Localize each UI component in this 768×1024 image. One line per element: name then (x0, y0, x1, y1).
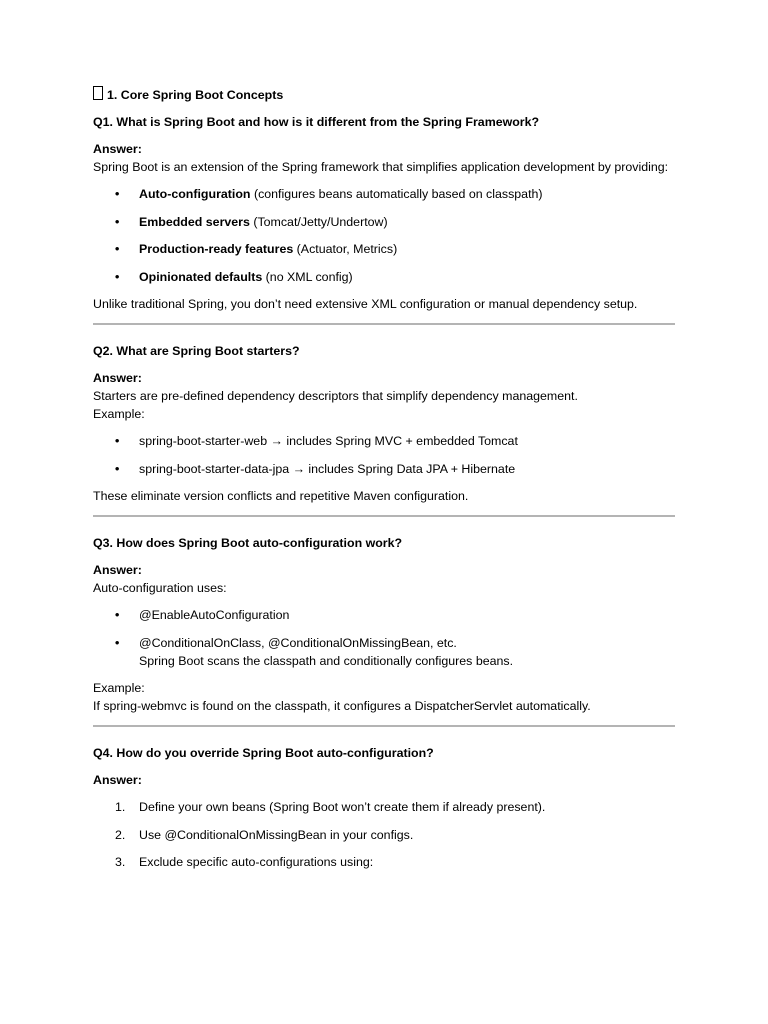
q2-intro: Starters are pre-defined dependency descriptors that simplify dependency management. (93, 389, 578, 403)
q3-intro: Auto-configuration uses: (93, 581, 227, 595)
bullet-icon: • (115, 187, 120, 201)
question-title-q2: Q2. What are Spring Boot starters? (93, 344, 300, 358)
list-item: • Auto-configuration (configures beans automatically based on classpath) (115, 187, 543, 201)
section-divider (93, 725, 675, 727)
list-item: 2. Use @ConditionalOnMissingBean in your configs. (115, 827, 414, 842)
list-item: • Production-ready features (Actuator, Metrics) (115, 242, 398, 256)
section-divider (93, 515, 675, 517)
q3-example-label: Example: (93, 681, 145, 695)
answer-label-q4: Answer: (93, 773, 142, 787)
bullet-icon: • (115, 608, 120, 622)
q3-annotation-list (93, 606, 675, 670)
section-heading-text: 1. Core Spring Boot Concepts (107, 88, 284, 102)
q3-item-continuation: Spring Boot scans the classpath and conditionally configures beans. (139, 653, 514, 668)
q4-steps-list (93, 798, 675, 871)
question-title-q1: Q1. What is Spring Boot and how is it different from the Spring Framework? (93, 115, 540, 129)
question-title-q4: Q4. How do you override Spring Boot auto-configuration? (93, 746, 434, 760)
q1-feature-list (93, 185, 675, 286)
q2-starter-list (93, 432, 675, 478)
list-item: 1. Define your own beans (Spring Boot won’t create them if already present). (115, 800, 546, 814)
section-divider (93, 323, 675, 325)
list-item: • Embedded servers (Tomcat/Jetty/Undertow) (115, 214, 388, 229)
list-item: • @ConditionalOnClass, @ConditionalOnMissingBean, etc. Spring Boot scans the classpath and conditionally configures beans. (115, 635, 514, 668)
bullet-icon: • (115, 269, 120, 284)
q1-outro: Unlike traditional Spring, you don’t need extensive XML configuration or manual dependency setup. (93, 297, 638, 311)
bullet-icon: • (115, 635, 120, 650)
answer-label-q3: Answer: (93, 563, 142, 577)
answer-label-q1: Answer: (93, 142, 142, 156)
list-item: • spring-boot-starter-data-jpa → includes Spring Data JPA + Hibernate (115, 461, 516, 476)
q2-outro: These eliminate version conflicts and repetitive Maven configuration. (93, 489, 469, 503)
list-item: • Opinionated defaults (no XML config) (115, 269, 353, 284)
answer-label-q2: Answer: (93, 371, 142, 385)
missing-glyph-icon (93, 86, 103, 100)
bullet-icon: • (115, 461, 120, 476)
list-item: • spring-boot-starter-web → includes Spring MVC + embedded Tomcat (115, 434, 518, 448)
section-heading (93, 86, 675, 104)
bullet-icon: • (115, 434, 120, 448)
q2-example-label: Example: (93, 407, 145, 421)
list-item: • @EnableAutoConfiguration (115, 608, 290, 622)
q1-intro: Spring Boot is an extension of the Spring framework that simplifies application development by providing: (93, 160, 669, 174)
bullet-icon: • (115, 214, 120, 229)
q3-example-text: If spring-webmvc is found on the classpath, it configures a DispatcherServlet automatically. (93, 699, 591, 713)
list-item: 3. Exclude specific auto-configurations using: (115, 855, 374, 869)
document-content (93, 86, 675, 881)
question-title-q3: Q3. How does Spring Boot auto-configuration work? (93, 536, 403, 550)
bullet-icon: • (115, 242, 120, 256)
